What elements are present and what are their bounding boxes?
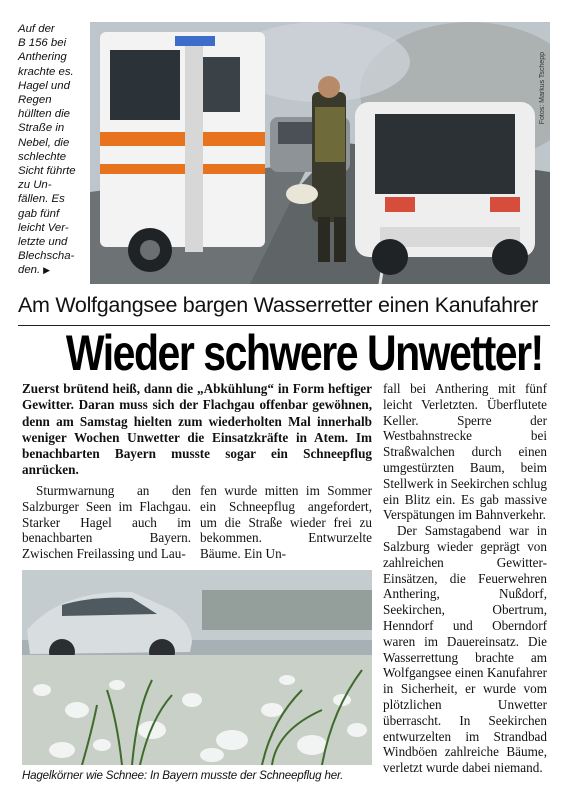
caption-line: schlechte — [18, 150, 67, 163]
caption-line: gab fünf — [18, 207, 60, 220]
caption-line: Sicht führte — [18, 165, 76, 178]
article-paragraph: Sturmwarnung an den Salzburger Seen im Flachgau. Starker Hagel auch im benachbarten Bayern. Zwischen Freilassing und Lau- — [22, 483, 191, 562]
caption-line: Blechscha- — [18, 250, 75, 263]
lead-paragraph: Zuerst brütend heiß, dann die „Abkühlung“ in Form heftiger Gewitter. Daran muss sich der Flachgau offenbar gewöhnen, denn am Samstag hielten zum wiederholten Mal innerhalb weniger Wochen Unwetter die Einsatzkräfte in Atem. Im benachbarten Bayern musste sogar ein Schneepflug anrücken. — [22, 381, 372, 478]
caption-line: fällen. Es — [18, 193, 65, 206]
article-paragraph: fall bei Anthering mit fünf leicht Verletzten. Überflutete Keller. Sperre der Westbahnstrecke bei Straßwalchen durch einen umgestürzten Baum, beim Stellwerk in Seekirchen schlug ein Blitz ein. Es gab massive Verspätungen im Bahnverkehr. — [383, 381, 547, 523]
caption-line: zu Un- — [18, 179, 52, 192]
article-column-3 — [383, 381, 547, 776]
caption-line: Anthering — [18, 51, 67, 64]
accident-scene-illustration — [90, 22, 550, 284]
hail-photo-caption: Hagelkörner wie Schnee: In Bayern musste der Schneepflug her. — [22, 769, 344, 782]
photo-credit: Fotos: Markus Tschepp — [539, 52, 546, 125]
accident-scene-photo — [90, 22, 550, 284]
caption-line: Auf der — [18, 23, 55, 35]
article-column-1 — [22, 483, 191, 562]
caption-line: hüllten die — [18, 108, 70, 121]
main-headline: Wieder schwere Unwetter! — [65, 325, 543, 381]
caption-line — [18, 263, 88, 277]
article-paragraph: fen wurde mitten im Sommer ein Schneepflug angefordert, um die Straße wieder frei zu bekommen. Entwurzelte Bäume. Ein Un- — [200, 483, 372, 562]
caption-line: Hagel und — [18, 79, 70, 92]
caption-line: letzte und — [18, 236, 68, 249]
caption-line-text: den. — [18, 264, 41, 277]
arrow-right-icon: ▶ — [43, 265, 51, 276]
article-column-2 — [200, 483, 372, 562]
caption-line: krachte es. — [18, 65, 74, 78]
article-paragraph: Der Samstagabend war in Salzburg wieder geprägt von zahlreichen Gewitter-Einsätzen, die Feuerwehren Anthering, Nußdorf, Seekirchen, Obertrum, Henndorf und Oberndorf waren im Dauereinsatz. Die Wasserrettung brachte am Wolfgangsee einen Kanufahrer in Sicherheit, er wurde vom plötzlichen Unwetter überrascht. In Seekirchen entwurzelten im Strandbad Windböen zahlreiche Bäume, verletzt wurde dabei niemand. — [383, 523, 547, 776]
caption-line: B 156 bei — [18, 37, 67, 50]
hail-photo — [22, 570, 372, 765]
caption-line: Regen — [18, 94, 52, 107]
caption-line: leicht Ver- — [18, 221, 69, 234]
kicker-headline: Am Wolfgangsee bargen Wasserretter einen Kanufahrer — [18, 293, 539, 317]
caption-line: Nebel, die — [18, 136, 70, 149]
top-photo-caption — [18, 22, 88, 278]
hail-illustration — [22, 570, 372, 765]
caption-line: Straße in — [18, 122, 65, 135]
